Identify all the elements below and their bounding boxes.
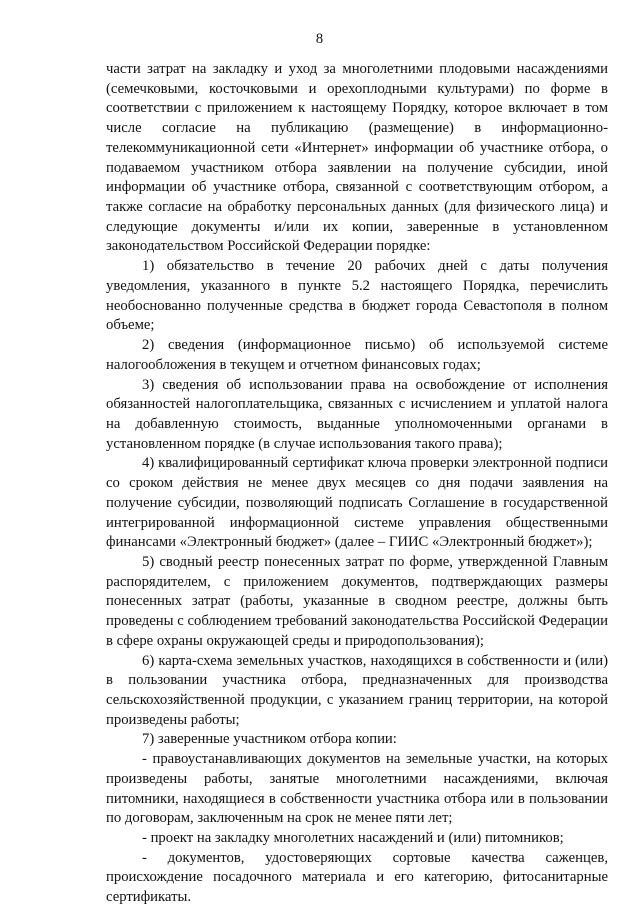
sub-item-variety-documents: - документов, удостоверяющих сортовые качества саженцев, происхождение посадочного материала и его категорию, фитосанитарные сертификаты. <box>106 849 608 906</box>
list-item-7: 7) заверенные участником отбора копии: <box>142 731 397 748</box>
paragraph-intro: части затрат на закладку и уход за многолетними плодовыми насаждениями (семечковыми, косточковыми и орехоплодными культурами) по форме в соответствии с приложением к настоящему Порядку, которое включает в том числе согласие на публикацию (размещение) в информационно-телекоммуникационной сети «Интернет» информации об участнике отбора, о подаваемом участником отбора заявлении на получение субсидии, иной информации об участнике отбора, связанной с соответствующим отбором, а также согласие на обработку персональных данных (для физического лица) и следующие документы и/или их копии, заверенные в установленном законодательством Российской Федерации порядке: <box>106 61 608 255</box>
list-item-4: 4) квалифицированный сертификат ключа проверки электронной подписи со сроком действия не менее двух месяцев со дня подачи заявления на получение субсидии, позволяющий подписать Соглашение в государственной интегрированной информационной системе управления общественными финансами «Электронный бюджет» (далее – ГИИС «Электронный бюджет»); <box>106 455 608 551</box>
list-item-6: 6) карта-схема земельных участков, находящихся в собственности и (или) в пользовании участника отбора, предназначенных для производства сельскохозяйственной продукции, с указанием границ территории, на которой произведены работы; <box>106 652 608 728</box>
list-item-5: 5) сводный реестр понесенных затрат по форме, утвержденной Главным распорядителем, с приложением документов, подтверждающих размеры понесенных затрат (работы, указанные в сводном реестре, должны быть проведены с соблюдением требований законодательства Российской Федерации в сфере охраны окружающей среды и природопользования); <box>106 553 608 649</box>
document-body <box>106 60 608 908</box>
page-number: 8 <box>315 31 324 47</box>
list-item-3: 3) сведения об использовании права на освобождение от исполнения обязанностей налогоплательщика, связанных с исчислением и уплатой налога на добавленную стоимость, выданные уполномоченными органами в установленном порядке (в случае использования такого права); <box>106 376 608 452</box>
list-item-1: 1) обязательство в течение 20 рабочих дней с даты получения уведомления, указанного в пункте 5.2 настоящего Порядка, перечислить необоснованно полученные средства в бюджет города Севастополя в полном объеме; <box>106 258 608 334</box>
sub-item-title-documents: - правоустанавливающих документов на земельные участки, на которых произведены работы, занятые многолетними насаждениями, включая питомники, находящиеся в собственности участника отбора или в пользовании по договорам, заключенным на срок не менее пяти лет; <box>106 751 608 827</box>
list-item-2: 2) сведения (информационное письмо) об используемой системе налогообложения в текущем и отчетном финансовых годах; <box>106 337 608 373</box>
sub-item-planting-project: - проект на закладку многолетних насаждений и (или) питомников; <box>142 830 564 847</box>
